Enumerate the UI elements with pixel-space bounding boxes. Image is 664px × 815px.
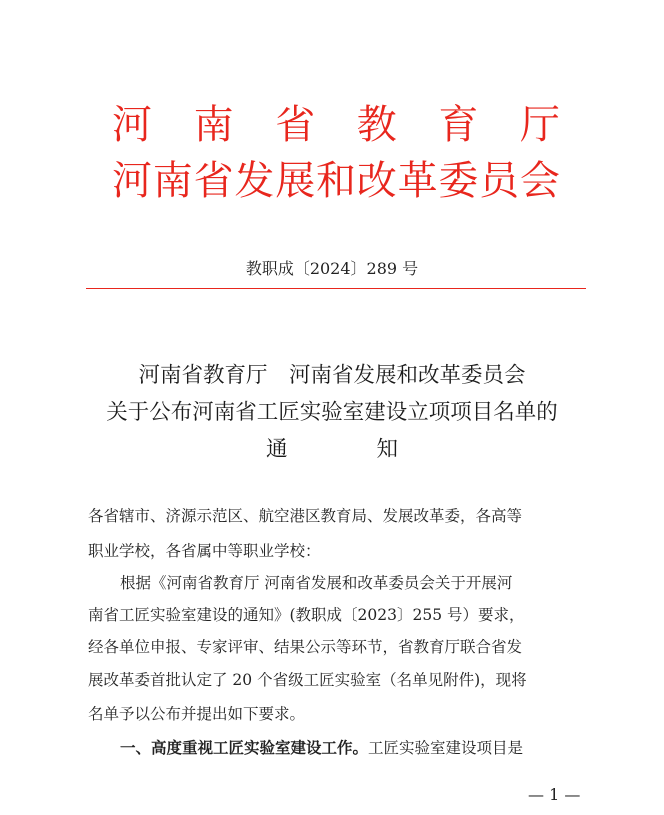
page-number: — 1 — [528, 785, 581, 804]
section-heading: 一、高度重视工匠实验室建设工作。 [120, 739, 369, 757]
header-char: 会 [519, 158, 560, 204]
header-char: 南 [193, 102, 234, 148]
body-text-line [120, 737, 523, 759]
red-separator-line [86, 288, 586, 289]
body-text-line: 根据《河南省教育厅 河南省发展和改革委员会关于开展河 [120, 574, 513, 592]
header-char: 南 [152, 158, 193, 204]
body-text-line: 展改革委首批认定了 20 个省级工匠实验室（名单见附件)，现将 [88, 671, 527, 689]
issuer-header-line-2 [112, 157, 560, 205]
header-char: 河 [112, 158, 152, 204]
header-char: 改 [356, 158, 397, 204]
header-char: 革 [397, 158, 438, 204]
body-text-line: 职业学校，各省属中等职业学校： [88, 542, 321, 560]
header-char: 委 [438, 158, 479, 204]
title-char: 通 [266, 437, 288, 462]
body-text-line: 各省辖市、济源示范区、航空港区教育局、发展改革委，各高等 [88, 507, 523, 525]
header-char: 省 [193, 158, 234, 204]
body-text-line: 名单予以公布并提出如下要求。 [88, 705, 306, 723]
title-line-2: 关于公布河南省工匠实验室建设立项项目名单的 [106, 400, 558, 425]
header-char: 教 [356, 102, 397, 148]
header-char: 发 [234, 158, 275, 204]
title-char: 知 [376, 437, 398, 462]
title-line-1: 河南省教育厅 河南省发展和改革委员会 [138, 363, 526, 388]
header-char: 和 [315, 158, 356, 204]
body-text-line: 经各单位申报、专家评审、结果公示等环节，省教育厅联合省发 [88, 638, 523, 656]
body-text-line: 南省工匠实验室建设的通知》(教职成〔2023〕255 号）要求， [88, 606, 525, 624]
document-number: 教职成〔2024〕289 号 [245, 259, 419, 278]
header-char: 展 [275, 158, 316, 204]
section-text: 工匠实验室建设项目是 [368, 739, 524, 757]
header-char: 员 [479, 158, 520, 204]
issuer-header-line-1 [112, 101, 560, 149]
header-char: 河 [112, 102, 152, 148]
header-char: 省 [275, 102, 316, 148]
header-char: 育 [438, 102, 479, 148]
header-char: 厅 [519, 102, 560, 148]
title-line-3 [266, 432, 398, 463]
